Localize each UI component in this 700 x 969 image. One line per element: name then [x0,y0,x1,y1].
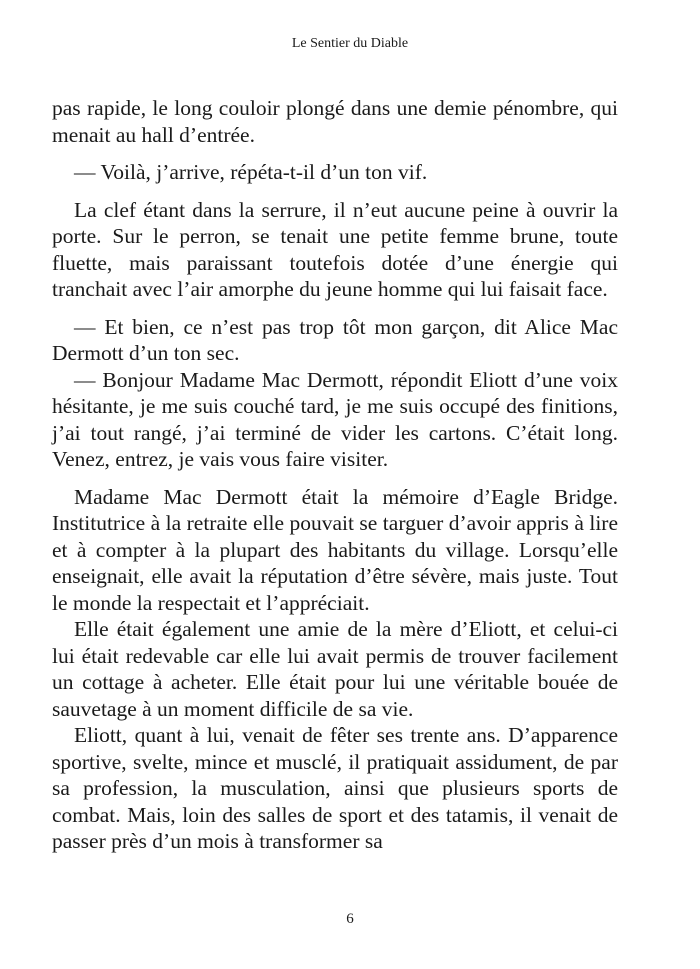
paragraph: — Bonjour Madame Mac Dermott, répondit Eliott d’une voix hésitante, je me suis couché tard, je me suis occupé des finitions, j’ai tout rangé, j’ai terminé de vider les cartons. C’était long. Venez, entrez, je vais vous faire visiter. [52,367,618,471]
paragraph: La clef étant dans la serrure, il n’eut aucune peine à ouvrir la porte. Sur le perron, se tenait une petite femme brune, toute fluette, mais paraissant toutefois dotée d’une énergie qui tranchait avec l’air amorphe du jeune homme qui lui faisait face. [52,197,618,301]
running-header: Le Sentier du Diable [291,36,409,51]
page-body [52,95,618,855]
paragraph: pas rapide, le long couloir plongé dans une demie pénombre, qui menait au hall d’entrée. [52,96,618,147]
paragraph: Eliott, quant à lui, venait de fêter ses trente ans. D’apparence sportive, svelte, mince et musclé, il pratiquait assidument, de par sa profession, la musculation, ainsi que plusieurs sports de combat. Mais, loin des salles de sport et des tatamis, il venait de passer près d’un mois à transformer sa [52,723,618,853]
paragraph: — Voilà, j’arrive, répéta-t-il d’un ton vif. [74,160,428,184]
paragraph: Madame Mac Dermott était la mémoire d’Eagle Bridge. Institutrice à la retraite elle pouvait se targuer d’avoir appris à lire et à compter à la plupart des habitants du village. Lorsqu’elle enseignait, elle avait la réputation d’être sévère, mais juste. Tout le monde la respectait et l’appréciait. [52,484,618,615]
page-number: 6 [346,911,354,927]
paragraph: — Et bien, ce n’est pas trop tôt mon garçon, dit Alice Mac Dermott d’un ton sec. [52,314,618,365]
paragraph: Elle était également une amie de la mère d’Eliott, et celui-ci lui était redevable car elle lui avait permis de trouver facilement un cottage à acheter. Elle était pour lui une véritable bouée de sauvetage à un moment difficile de sa vie. [52,617,618,721]
